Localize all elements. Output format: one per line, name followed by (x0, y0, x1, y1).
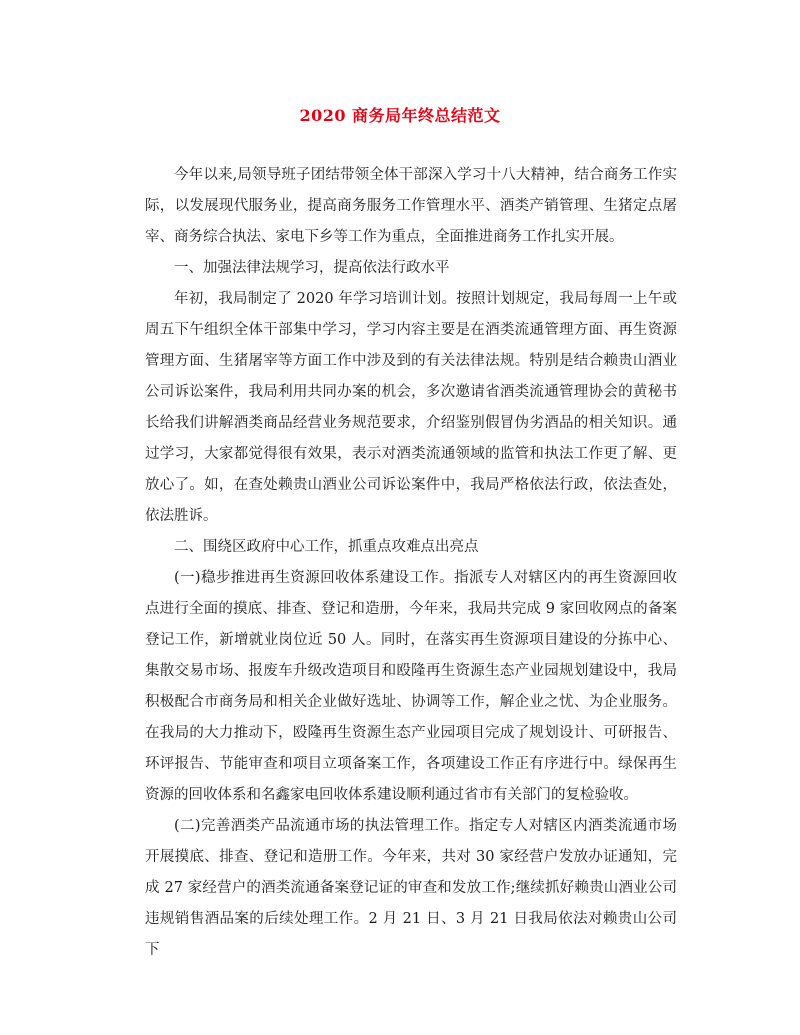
section-1-paragraph: 年初，我局制定了 2020 年学习培训计划。按照计划规定，我局每周一上午或周五下午组织全体干部集中学习，学习内容主要是在酒类流通管理方面、再生资源管理方面、生猪屠宰等方面工作中涉及到的有关法律法规。特别是结合赖贵山酒业公司诉讼案件，我局利用共同办案的机会，多次邀请省酒类流通管理协会的黄秘书长给我们讲解酒类商品经营业务规范要求，介绍鉴别假冒伪劣酒品的相关知识。通过学习，大家都觉得很有效果，表示对酒类流通领域的监管和执法工作更了解、更放心了。如，在查处赖贵山酒业公司诉讼案件中，我局严格依法行政，依法查处，依法胜诉。 (145, 291, 677, 524)
document-body (145, 160, 677, 966)
section-heading-2: 二、围绕区政府中心工作，抓重点攻难点出亮点 (174, 539, 479, 555)
intro-paragraph: 今年以来,局领导班子团结带领全体干部深入学习十八大精神，结合商务工作实际，以发展现代服务业，提高商务服务工作管理水平、酒类产销管理、生猪定点屠宰、商务综合执法、家电下乡等工作为重点，全面推进商务工作扎实开展。 (145, 167, 677, 245)
subsection-1-paragraph: (一)稳步推进再生资源回收体系建设工作。指派专人对辖区内的再生资源回收点进行全面的摸底、排查、登记和造册，今年来，我局共完成 9 家回收网点的备案登记工作，新增就业岗位近 50 人。同时，在落实再生资源项目建设的分拣中心、集散交易市场、报废车升级改造项目和殴隆再生资源生态产业园规划建设中，我局积极配合市商务局和相关企业做好选址、协调等工作，解企业之忧、为企业服务。在我局的大力推动下，殴隆再生资源生态产业园项目完成了规划设计、可研报告、环评报告、节能审查和项目立项备案工作，各项建设工作正有序进行中。绿保再生资源的回收体系和名鑫家电回收体系建设顺利通过省市有关部门的复检验收。 (145, 570, 677, 803)
document-title: 2020 商务局年终总结范文 (299, 106, 501, 125)
section-heading-1: 一、加强法律法规学习，提高依法行政水平 (174, 260, 450, 276)
subsection-2-paragraph: (二)完善酒类产品流通市场的执法管理工作。指定专人对辖区内酒类流通市场开展摸底、排查、登记和造册工作。今年来，共对 30 家经营户发放办证通知，完成 27 家经营户的酒类流通备案登记证的审查和发放工作;继续抓好赖贵山酒业公司违规销售酒品案的后续处理工作。2 月 21 日、3 月 21 日我局依法对赖贵山公司下 (145, 818, 677, 958)
